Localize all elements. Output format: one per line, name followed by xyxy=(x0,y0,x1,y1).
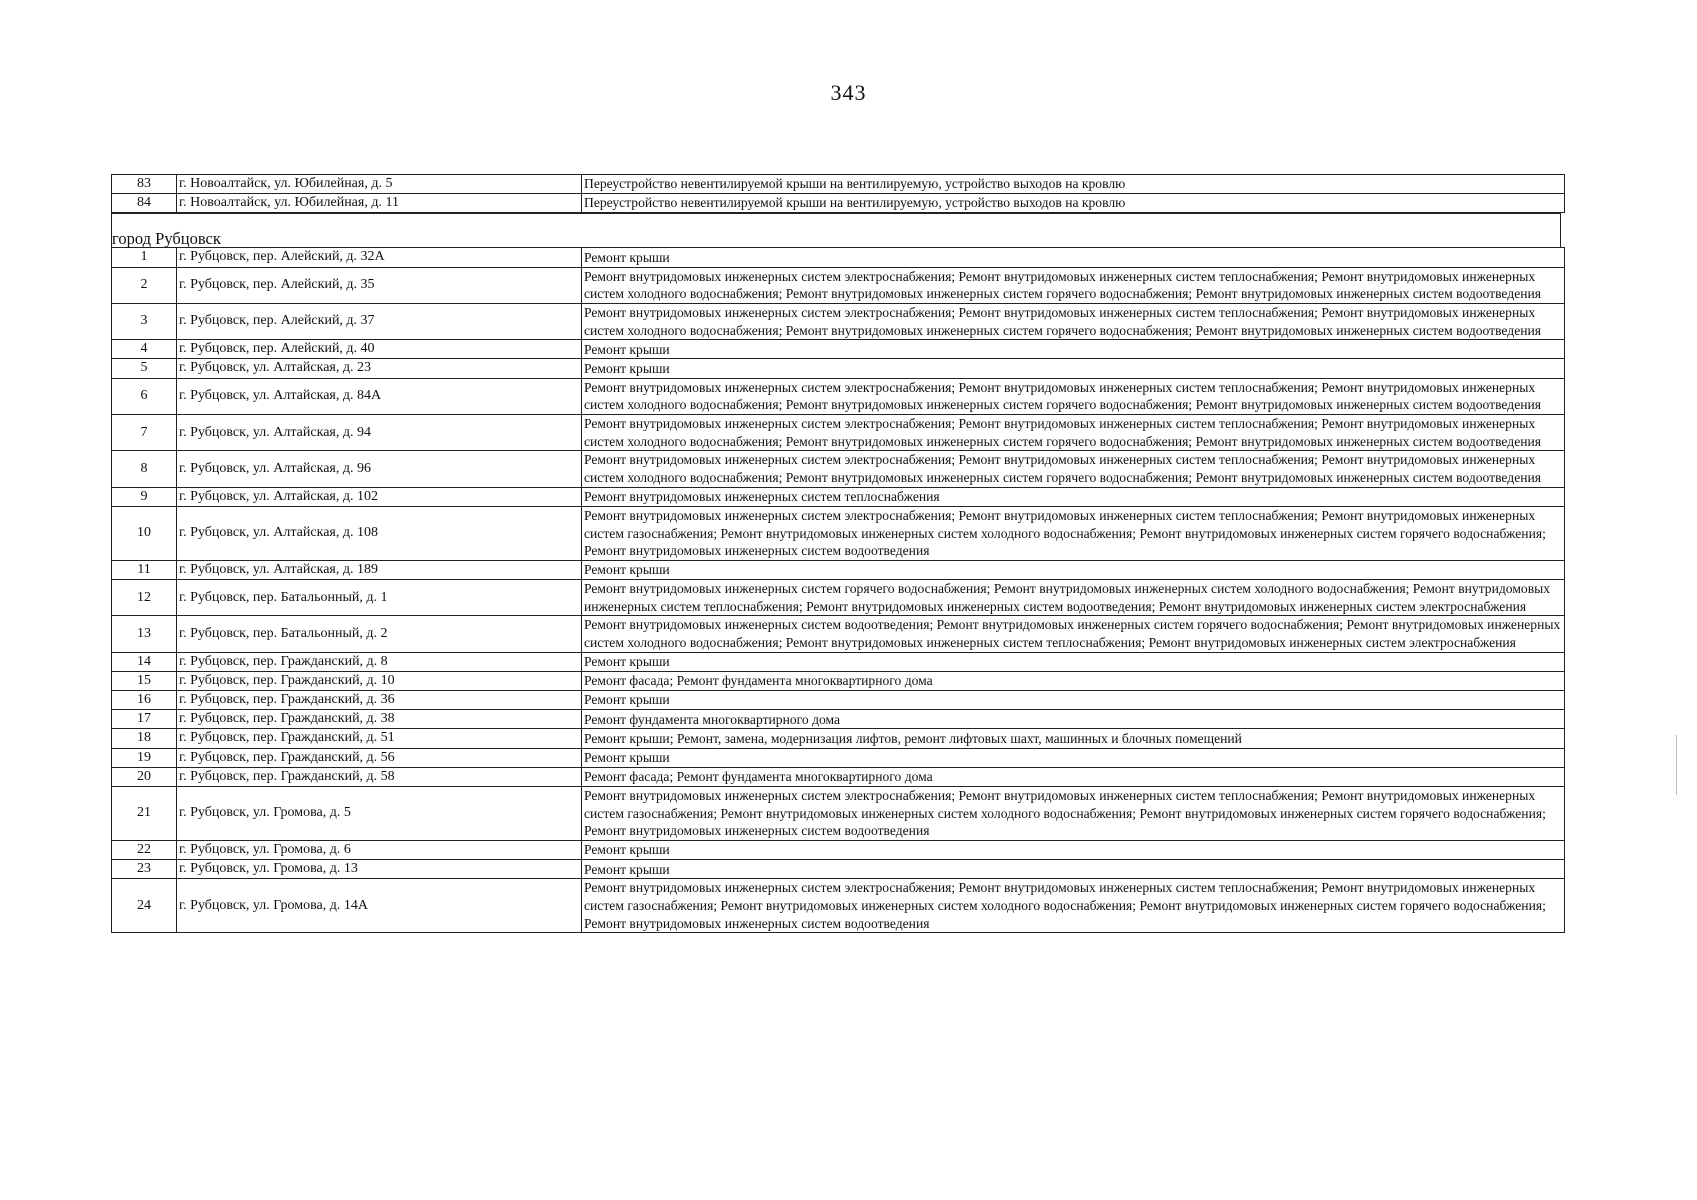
table-row xyxy=(112,506,1565,560)
table-row xyxy=(112,710,1565,729)
row-address: г. Рубцовск, ул. Алтайская, д. 189 xyxy=(177,560,582,579)
row-number: 19 xyxy=(112,748,177,767)
row-work: Ремонт крыши xyxy=(582,359,1565,378)
table-row xyxy=(112,248,1565,267)
row-address: г. Рубцовск, пер. Батальонный, д. 2 xyxy=(177,616,582,652)
row-address: г. Рубцовск, пер. Алейский, д. 35 xyxy=(177,267,582,303)
row-address: г. Новоалтайск, ул. Юбилейная, д. 5 xyxy=(177,175,582,194)
row-work: Ремонт крыши xyxy=(582,860,1565,879)
row-work: Ремонт крыши; Ремонт, замена, модернизация лифтов, ремонт лифтовых шахт, машинных и блочных помещений xyxy=(582,729,1565,748)
row-address: г. Рубцовск, ул. Алтайская, д. 96 xyxy=(177,451,582,487)
row-number: 11 xyxy=(112,560,177,579)
row-work: Ремонт крыши xyxy=(582,748,1565,767)
section-title: город Рубцовск xyxy=(112,229,221,249)
row-number: 18 xyxy=(112,729,177,748)
scan-margin-mark xyxy=(1676,735,1677,795)
row-work: Ремонт внутридомовых инженерных систем электроснабжения; Ремонт внутридомовых инженерных систем теплоснабжения; Ремонт внутридомовых инженерных систем холодного водоснабжения; Ремонт внутридомовых инженерных систем горячего водоснабжения; Ремонт внутридомовых инженерных систем водоотведения xyxy=(582,267,1565,303)
row-address: г. Рубцовск, пер. Батальонный, д. 1 xyxy=(177,580,582,616)
row-work: Ремонт фасада; Ремонт фундамента многоквартирного дома xyxy=(582,671,1565,690)
row-work: Ремонт внутридомовых инженерных систем электроснабжения; Ремонт внутридомовых инженерных систем теплоснабжения; Ремонт внутридомовых инженерных систем холодного водоснабжения; Ремонт внутридомовых инженерных систем горячего водоснабжения; Ремонт внутридомовых инженерных систем водоотведения xyxy=(582,414,1565,450)
row-work: Ремонт внутридомовых инженерных систем водоотведения; Ремонт внутридомовых инженерных систем горячего водоснабжения; Ремонт внутридомовых инженерных систем холодного водоснабжения; Ремонт внутридомовых инженерных систем теплоснабжения; Ремонт внутридомовых инженерных систем электроснабжения xyxy=(582,616,1565,652)
row-work: Ремонт внутридомовых инженерных систем электроснабжения; Ремонт внутридомовых инженерных систем теплоснабжения; Ремонт внутридомовых инженерных систем газоснабжения; Ремонт внутридомовых инженерных систем холодного водоснабжения; Ремонт внутридомовых инженерных систем горячего водоснабжения; Ремонт внутридомовых инженерных систем водоотведения xyxy=(582,879,1565,933)
table-row xyxy=(112,691,1565,710)
row-number: 6 xyxy=(112,378,177,414)
row-address: г. Рубцовск, ул. Громова, д. 14А xyxy=(177,879,582,933)
row-address: г. Рубцовск, ул. Алтайская, д. 23 xyxy=(177,359,582,378)
row-work: Ремонт крыши xyxy=(582,340,1565,359)
row-number: 20 xyxy=(112,767,177,786)
table-row xyxy=(112,175,1565,194)
works-table-sheet xyxy=(111,174,1561,933)
rubtsovsk-table xyxy=(111,247,1565,933)
row-work: Ремонт внутридомовых инженерных систем электроснабжения; Ремонт внутридомовых инженерных систем теплоснабжения; Ремонт внутридомовых инженерных систем холодного водоснабжения; Ремонт внутридомовых инженерных систем горячего водоснабжения; Ремонт внутридомовых инженерных систем водоотведения xyxy=(582,303,1565,339)
row-number: 12 xyxy=(112,580,177,616)
row-number: 2 xyxy=(112,267,177,303)
table-row xyxy=(112,451,1565,487)
row-number: 84 xyxy=(112,194,177,213)
row-number: 7 xyxy=(112,414,177,450)
row-work: Ремонт внутридомовых инженерных систем горячего водоснабжения; Ремонт внутридомовых инженерных систем холодного водоснабжения; Ремонт внутридомовых инженерных систем теплоснабжения; Ремонт внутридомовых инженерных систем водоотведения; Ремонт внутридомовых инженерных систем электроснабжения xyxy=(582,580,1565,616)
row-number: 10 xyxy=(112,506,177,560)
row-address: г. Рубцовск, пер. Гражданский, д. 58 xyxy=(177,767,582,786)
row-address: г. Рубцовск, пер. Гражданский, д. 36 xyxy=(177,691,582,710)
row-number: 13 xyxy=(112,616,177,652)
table-row xyxy=(112,748,1565,767)
row-address: г. Рубцовск, пер. Гражданский, д. 51 xyxy=(177,729,582,748)
row-work: Ремонт внутридомовых инженерных систем электроснабжения; Ремонт внутридомовых инженерных систем теплоснабжения; Ремонт внутридомовых инженерных систем холодного водоснабжения; Ремонт внутридомовых инженерных систем горячего водоснабжения; Ремонт внутридомовых инженерных систем водоотведения xyxy=(582,451,1565,487)
row-number: 4 xyxy=(112,340,177,359)
table-row xyxy=(112,303,1565,339)
row-address: г. Рубцовск, ул. Алтайская, д. 84А xyxy=(177,378,582,414)
row-number: 1 xyxy=(112,248,177,267)
row-work: Переустройство невентилируемой крыши на вентилируемую, устройство выходов на кровлю xyxy=(582,175,1565,194)
row-number: 15 xyxy=(112,671,177,690)
table-row xyxy=(112,560,1565,579)
row-work: Переустройство невентилируемой крыши на вентилируемую, устройство выходов на кровлю xyxy=(582,194,1565,213)
section-header xyxy=(111,213,1561,247)
row-work: Ремонт фасада; Ремонт фундамента многоквартирного дома xyxy=(582,767,1565,786)
row-address: г. Рубцовск, пер. Алейский, д. 40 xyxy=(177,340,582,359)
table-row xyxy=(112,860,1565,879)
row-work: Ремонт внутридомовых инженерных систем электроснабжения; Ремонт внутридомовых инженерных систем теплоснабжения; Ремонт внутридомовых инженерных систем газоснабжения; Ремонт внутридомовых инженерных систем холодного водоснабжения; Ремонт внутридомовых инженерных систем горячего водоснабжения; Ремонт внутридомовых инженерных систем водоотведения xyxy=(582,506,1565,560)
row-address: г. Рубцовск, ул. Алтайская, д. 102 xyxy=(177,487,582,506)
row-number: 14 xyxy=(112,652,177,671)
row-address: г. Новоалтайск, ул. Юбилейная, д. 11 xyxy=(177,194,582,213)
rubtsovsk-table-body xyxy=(112,248,1565,933)
table-row xyxy=(112,378,1565,414)
row-number: 16 xyxy=(112,691,177,710)
row-number: 5 xyxy=(112,359,177,378)
row-number: 23 xyxy=(112,860,177,879)
row-address: г. Рубцовск, пер. Гражданский, д. 10 xyxy=(177,671,582,690)
table-row xyxy=(112,487,1565,506)
table-row xyxy=(112,414,1565,450)
table-row xyxy=(112,671,1565,690)
table-row xyxy=(112,652,1565,671)
row-work: Ремонт крыши xyxy=(582,691,1565,710)
row-work: Ремонт фундамента многоквартирного дома xyxy=(582,710,1565,729)
upper-table-body xyxy=(112,175,1565,213)
upper-table xyxy=(111,174,1565,213)
row-work: Ремонт крыши xyxy=(582,841,1565,860)
table-row xyxy=(112,767,1565,786)
table-row xyxy=(112,194,1565,213)
row-address: г. Рубцовск, пер. Гражданский, д. 38 xyxy=(177,710,582,729)
row-address: г. Рубцовск, пер. Гражданский, д. 8 xyxy=(177,652,582,671)
row-work: Ремонт крыши xyxy=(582,248,1565,267)
row-number: 8 xyxy=(112,451,177,487)
table-row xyxy=(112,841,1565,860)
table-row xyxy=(112,267,1565,303)
table-row xyxy=(112,359,1565,378)
row-address: г. Рубцовск, пер. Гражданский, д. 56 xyxy=(177,748,582,767)
row-address: г. Рубцовск, пер. Алейский, д. 37 xyxy=(177,303,582,339)
row-work: Ремонт внутридомовых инженерных систем электроснабжения; Ремонт внутридомовых инженерных систем теплоснабжения; Ремонт внутридомовых инженерных систем холодного водоснабжения; Ремонт внутридомовых инженерных систем горячего водоснабжения; Ремонт внутридомовых инженерных систем водоотведения xyxy=(582,378,1565,414)
table-row xyxy=(112,580,1565,616)
row-address: г. Рубцовск, ул. Громова, д. 13 xyxy=(177,860,582,879)
row-number: 9 xyxy=(112,487,177,506)
row-number: 83 xyxy=(112,175,177,194)
row-address: г. Рубцовск, ул. Громова, д. 6 xyxy=(177,841,582,860)
row-work: Ремонт крыши xyxy=(582,560,1565,579)
row-address: г. Рубцовск, ул. Громова, д. 5 xyxy=(177,787,582,841)
table-row xyxy=(112,879,1565,933)
row-number: 21 xyxy=(112,787,177,841)
row-work: Ремонт крыши xyxy=(582,652,1565,671)
row-work: Ремонт внутридомовых инженерных систем теплоснабжения xyxy=(582,487,1565,506)
row-address: г. Рубцовск, пер. Алейский, д. 32А xyxy=(177,248,582,267)
row-work: Ремонт внутридомовых инженерных систем электроснабжения; Ремонт внутридомовых инженерных систем теплоснабжения; Ремонт внутридомовых инженерных систем газоснабжения; Ремонт внутридомовых инженерных систем холодного водоснабжения; Ремонт внутридомовых инженерных систем горячего водоснабжения; Ремонт внутридомовых инженерных систем водоотведения xyxy=(582,787,1565,841)
row-number: 22 xyxy=(112,841,177,860)
row-number: 3 xyxy=(112,303,177,339)
table-row xyxy=(112,340,1565,359)
row-address: г. Рубцовск, ул. Алтайская, д. 108 xyxy=(177,506,582,560)
row-number: 24 xyxy=(112,879,177,933)
row-address: г. Рубцовск, ул. Алтайская, д. 94 xyxy=(177,414,582,450)
table-row xyxy=(112,616,1565,652)
table-row xyxy=(112,787,1565,841)
page-number: 343 xyxy=(830,80,867,105)
row-number: 17 xyxy=(112,710,177,729)
table-row xyxy=(112,729,1565,748)
